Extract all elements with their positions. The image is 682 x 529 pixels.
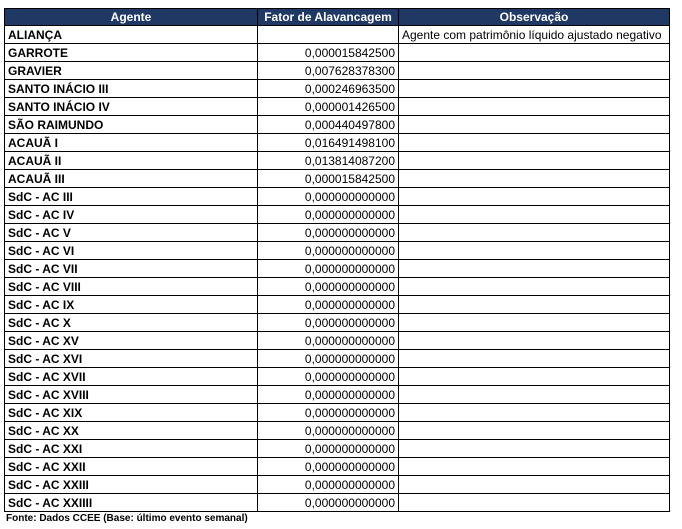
observation-cell (399, 296, 670, 314)
table-row (5, 278, 670, 296)
leverage-factor-cell: 0,000000000000 (258, 224, 399, 242)
table-row (5, 314, 670, 332)
leverage-factor-cell: 0,000000000000 (258, 260, 399, 278)
agent-cell: SdC - AC XXI (5, 440, 258, 458)
table-body (5, 26, 670, 512)
leverage-factor-cell: 0,000000000000 (258, 404, 399, 422)
table-row (5, 458, 670, 476)
header-leverage-factor: Fator de Alavancagem (258, 9, 399, 26)
agent-cell: ACAUÃ II (5, 152, 258, 170)
leverage-factor-cell: 0,000000000000 (258, 188, 399, 206)
agent-cell: SdC - AC IX (5, 296, 258, 314)
observation-cell (399, 260, 670, 278)
agent-cell: GRAVIER (5, 62, 258, 80)
observation-cell (399, 116, 670, 134)
header-row (5, 9, 670, 26)
leverage-factor-cell: 0,000000000000 (258, 458, 399, 476)
leverage-factor-cell: 0,000000000000 (258, 368, 399, 386)
observation-cell (399, 44, 670, 62)
source-note: Fonte: Dados CCEE (Base: último evento semanal) (6, 513, 248, 524)
agent-cell: SdC - AC III (5, 188, 258, 206)
agent-cell: SdC - AC XVI (5, 350, 258, 368)
table-row (5, 188, 670, 206)
table-row (5, 98, 670, 116)
observation-cell (399, 62, 670, 80)
agent-cell: SdC - AC XVIII (5, 386, 258, 404)
table-row (5, 44, 670, 62)
leverage-factor-cell: 0,000000000000 (258, 386, 399, 404)
agent-cell: SANTO INÁCIO IV (5, 98, 258, 116)
table-row (5, 152, 670, 170)
agent-cell: SÃO RAIMUNDO (5, 116, 258, 134)
agent-cell: GARROTE (5, 44, 258, 62)
leverage-factor-cell: 0,000000000000 (258, 422, 399, 440)
observation-cell (399, 152, 670, 170)
table-row (5, 26, 670, 44)
observation-cell (399, 224, 670, 242)
leverage-factor-cell: 0,013814087200 (258, 152, 399, 170)
leverage-factor-cell: 0,000001426500 (258, 98, 399, 116)
observation-cell (399, 422, 670, 440)
observation-cell (399, 242, 670, 260)
agent-cell: SdC - AC XX (5, 422, 258, 440)
leverage-factor-cell: 0,000000000000 (258, 278, 399, 296)
agent-cell: ACAUÃ I (5, 134, 258, 152)
leverage-factor-cell: 0,000000000000 (258, 476, 399, 494)
table-row (5, 440, 670, 458)
leverage-table (4, 8, 670, 512)
leverage-factor-cell: 0,000015842500 (258, 44, 399, 62)
leverage-factor-cell: 0,000000000000 (258, 242, 399, 260)
agent-cell: ALIANÇA (5, 26, 258, 44)
observation-cell (399, 170, 670, 188)
observation-cell (399, 206, 670, 224)
table-row (5, 350, 670, 368)
table-row (5, 296, 670, 314)
observation-cell (399, 314, 670, 332)
table-row (5, 476, 670, 494)
table-row (5, 260, 670, 278)
table-row (5, 62, 670, 80)
agent-cell: SdC - AC XVII (5, 368, 258, 386)
observation-cell (399, 80, 670, 98)
agent-cell: SdC - AC V (5, 224, 258, 242)
leverage-table-container (4, 8, 670, 512)
agent-cell: ACAUÃ III (5, 170, 258, 188)
leverage-factor-cell: 0,000015842500 (258, 170, 399, 188)
observation-cell (399, 278, 670, 296)
leverage-factor-cell: 0,000000000000 (258, 332, 399, 350)
observation-cell (399, 134, 670, 152)
table-row (5, 206, 670, 224)
leverage-factor-cell: 0,000000000000 (258, 440, 399, 458)
header-agent: Agente (5, 9, 258, 26)
table-row (5, 170, 670, 188)
table-row (5, 134, 670, 152)
observation-cell (399, 350, 670, 368)
agent-cell: SdC - AC VI (5, 242, 258, 260)
table-row (5, 422, 670, 440)
table-row (5, 332, 670, 350)
leverage-factor-cell: 0,000000000000 (258, 296, 399, 314)
agent-cell: SdC - AC VII (5, 260, 258, 278)
leverage-factor-cell: 0,000000000000 (258, 494, 399, 512)
table-row (5, 242, 670, 260)
observation-cell: Agente com patrimônio líquido ajustado negativo (399, 26, 670, 44)
header-observation: Observação (399, 9, 670, 26)
observation-cell (399, 188, 670, 206)
agent-cell: SdC - AC IV (5, 206, 258, 224)
agent-cell: SdC - AC XV (5, 332, 258, 350)
table-row (5, 386, 670, 404)
leverage-factor-cell: 0,000000000000 (258, 314, 399, 332)
table-row (5, 494, 670, 512)
table-row (5, 224, 670, 242)
leverage-factor-cell: 0,016491498100 (258, 134, 399, 152)
observation-cell (399, 476, 670, 494)
table-row (5, 368, 670, 386)
observation-cell (399, 440, 670, 458)
observation-cell (399, 98, 670, 116)
observation-cell (399, 458, 670, 476)
table-row (5, 116, 670, 134)
agent-cell: SdC - AC XXIIII (5, 494, 258, 512)
agent-cell: SANTO INÁCIO III (5, 80, 258, 98)
leverage-factor-cell: 0,000246963500 (258, 80, 399, 98)
leverage-factor-cell: 0,000440497800 (258, 116, 399, 134)
observation-cell (399, 368, 670, 386)
observation-cell (399, 332, 670, 350)
observation-cell (399, 494, 670, 512)
leverage-factor-cell: 0,000000000000 (258, 350, 399, 368)
leverage-factor-cell: 0,000000000000 (258, 206, 399, 224)
table-row (5, 80, 670, 98)
observation-cell (399, 386, 670, 404)
agent-cell: SdC - AC X (5, 314, 258, 332)
agent-cell: SdC - AC VIII (5, 278, 258, 296)
leverage-factor-cell: 0,007628378300 (258, 62, 399, 80)
agent-cell: SdC - AC XXII (5, 458, 258, 476)
observation-cell (399, 404, 670, 422)
table-row (5, 404, 670, 422)
agent-cell: SdC - AC XIX (5, 404, 258, 422)
leverage-factor-cell (258, 26, 399, 44)
agent-cell: SdC - AC XXIII (5, 476, 258, 494)
